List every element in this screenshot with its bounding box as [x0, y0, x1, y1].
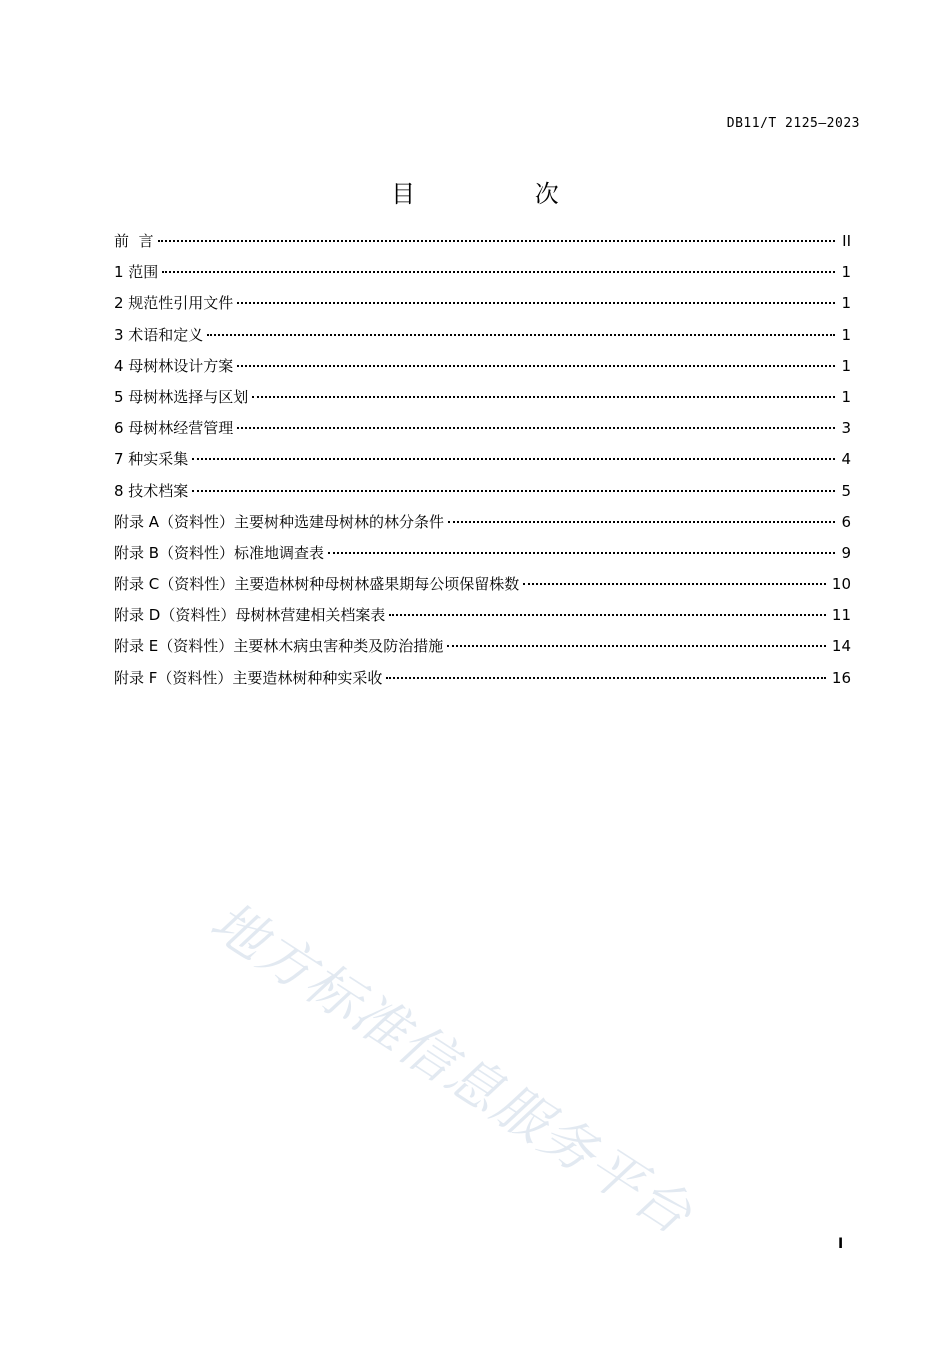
toc-entry-page: 4 [841, 450, 851, 469]
toc-entry-label: 附录 B（资料性）标准地调查表 [114, 543, 325, 562]
dot-leader [447, 645, 826, 647]
toc-entry-appendix-b[interactable] [114, 540, 851, 571]
dot-leader [252, 396, 835, 398]
page-title: 目 次 [391, 180, 615, 208]
toc-entry-appendix-d[interactable] [114, 602, 851, 633]
toc-entry-page: II [842, 232, 851, 250]
toc-entry-page: 16 [831, 668, 851, 687]
toc-entry-management[interactable] [114, 415, 851, 446]
toc-entry-page: 1 [841, 356, 851, 375]
watermark: 地方标准信息服务平台 [199, 889, 704, 1248]
toc-entry-page: 1 [841, 387, 851, 406]
dot-leader [448, 521, 835, 523]
toc-entry-label: 8 技术档案 [114, 481, 189, 500]
toc-entry-label: 3 术语和定义 [114, 325, 204, 344]
toc-entry-appendix-f[interactable] [114, 665, 851, 696]
toc-entry-page: 1 [841, 294, 851, 313]
page-number: I [838, 1236, 844, 1252]
toc-entry-page: 3 [841, 419, 851, 438]
dot-leader [192, 490, 835, 492]
toc-entry-appendix-a[interactable] [114, 509, 851, 540]
dot-leader [523, 583, 826, 585]
toc-entry-label: 附录 D（资料性）母树林营建相关档案表 [114, 606, 386, 625]
table-of-contents [114, 228, 851, 696]
toc-entry-page: 1 [841, 325, 851, 344]
toc-entry-foreword[interactable] [114, 228, 851, 259]
dot-leader [237, 365, 835, 367]
toc-entry-page: 9 [841, 543, 851, 562]
dot-leader [162, 271, 835, 273]
dot-leader [158, 240, 835, 242]
toc-entry-page: 6 [841, 512, 851, 531]
dot-leader [207, 334, 835, 336]
toc-entry-label: 4 母树林设计方案 [114, 356, 234, 375]
dot-leader [237, 427, 835, 429]
toc-entry-label: 1 范围 [114, 263, 159, 282]
toc-entry-normative-references[interactable] [114, 290, 851, 321]
toc-entry-label: 5 母树林选择与区划 [114, 387, 249, 406]
toc-entry-label: 7 种实采集 [114, 450, 189, 469]
document-code: DB11/T 2125—2023 [726, 116, 860, 131]
toc-entry-design-plan[interactable] [114, 353, 851, 384]
toc-entry-page: 5 [841, 481, 851, 500]
dot-leader [237, 302, 835, 304]
toc-entry-page: 14 [831, 637, 851, 656]
dot-leader [389, 614, 826, 616]
toc-entry-seed-collection[interactable] [114, 446, 851, 477]
dot-leader [386, 677, 826, 679]
toc-entry-label: 前 言 [114, 232, 154, 250]
toc-entry-label: 附录 C（资料性）主要造林树种母树林盛果期每公顷保留株数 [114, 575, 520, 594]
toc-entry-label: 6 母树林经营管理 [114, 419, 234, 438]
toc-entry-label: 2 规范性引用文件 [114, 294, 234, 313]
dot-leader [328, 552, 835, 554]
toc-entry-selection-zoning[interactable] [114, 384, 851, 415]
toc-entry-scope[interactable] [114, 259, 851, 290]
toc-entry-label: 附录 A（资料性）主要树种选建母树林的林分条件 [114, 512, 445, 531]
toc-entry-technical-archives[interactable] [114, 478, 851, 509]
dot-leader [192, 458, 835, 460]
toc-entry-label: 附录 E（资料性）主要林木病虫害种类及防治措施 [114, 637, 444, 656]
toc-entry-page: 11 [831, 606, 851, 625]
toc-entry-page: 1 [841, 263, 851, 282]
toc-entry-page: 10 [831, 575, 851, 594]
toc-entry-appendix-e[interactable] [114, 633, 851, 664]
toc-entry-appendix-c[interactable] [114, 571, 851, 602]
toc-entry-label: 附录 F（资料性）主要造林树种种实采收 [114, 668, 383, 687]
toc-entry-terms-definitions[interactable] [114, 322, 851, 353]
